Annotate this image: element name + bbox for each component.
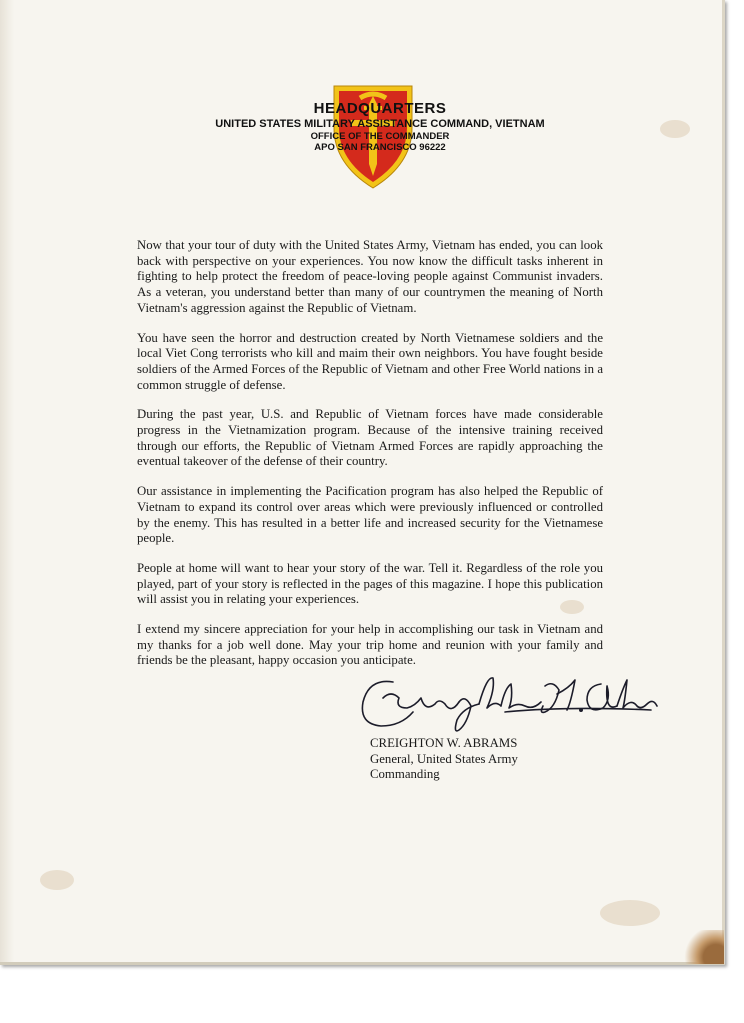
- corner-tear: [684, 930, 724, 964]
- paper-stain: [660, 120, 690, 138]
- letterhead-office: OFFICE OF THE COMMANDER: [310, 131, 450, 142]
- paragraph: Our assistance in implementing the Pacification program has also helped the Republic of Vietnam to expand its control over areas which were previously influenced or controlled by the enemy. This has resulted in a better life and increased security for the Vietnamese people.: [137, 484, 603, 546]
- letterhead-address: APO SAN FRANCISCO 96222: [314, 142, 446, 153]
- signature-block: [370, 736, 518, 783]
- signer-title: General, United States Army: [370, 751, 518, 766]
- paper-stain: [40, 870, 74, 890]
- paragraph: During the past year, U.S. and Republic of Vietnam forces have made considerable progress in the Vietnamization program. Because of the intensive training received through our efforts, the Republic of Vietnam Armed Forces are rapidly approaching the eventual takeover of the defense of their country.: [137, 407, 603, 469]
- signer-name: CREIGHTON W. ABRAMS: [370, 736, 518, 750]
- paragraph: I extend my sincere appreciation for your help in accomplishing our task in Vietnam and my thanks for a job well done. May your trip home and reunion with your family and friends be the pleasant, happy occasion you anticipate.: [137, 622, 603, 668]
- paper-stain: [600, 900, 660, 926]
- letterhead: [150, 100, 610, 153]
- paragraph: Now that your tour of duty with the United States Army, Vietnam has ended, you can look back with perspective on your experiences. You now know the difficult tasks inherent in fighting to help protect the freedom of peace-loving people against Communist invaders. As a veteran, you understand better than many of our countrymen the meaning of North Vietnam's aggression against the Republic of Vietnam.: [137, 238, 603, 315]
- letter-body: [137, 238, 603, 683]
- paragraph: People at home will want to hear your story of the war. Tell it. Regardless of the role you played, part of your story is reflected in the pages of this magazine. I hope this publication will assist you in relating your experiences.: [137, 560, 603, 607]
- letterhead-title: HEADQUARTERS: [313, 100, 447, 117]
- letterhead-organization: UNITED STATES MILITARY ASSISTANCE COMMAND, VIETNAM: [215, 118, 545, 130]
- signer-role: Commanding: [370, 767, 440, 781]
- handwritten-signature: [355, 668, 665, 738]
- paragraph: You have seen the horror and destruction created by North Vietnamese soldiers and the local Viet Cong terrorists who kill and maim their own neighbors. You have fought beside soldiers of the Armed Forces of the Republic of Vietnam and other Free World nations in a common struggle of defense.: [137, 330, 603, 392]
- page-fold-shadow: [0, 0, 14, 962]
